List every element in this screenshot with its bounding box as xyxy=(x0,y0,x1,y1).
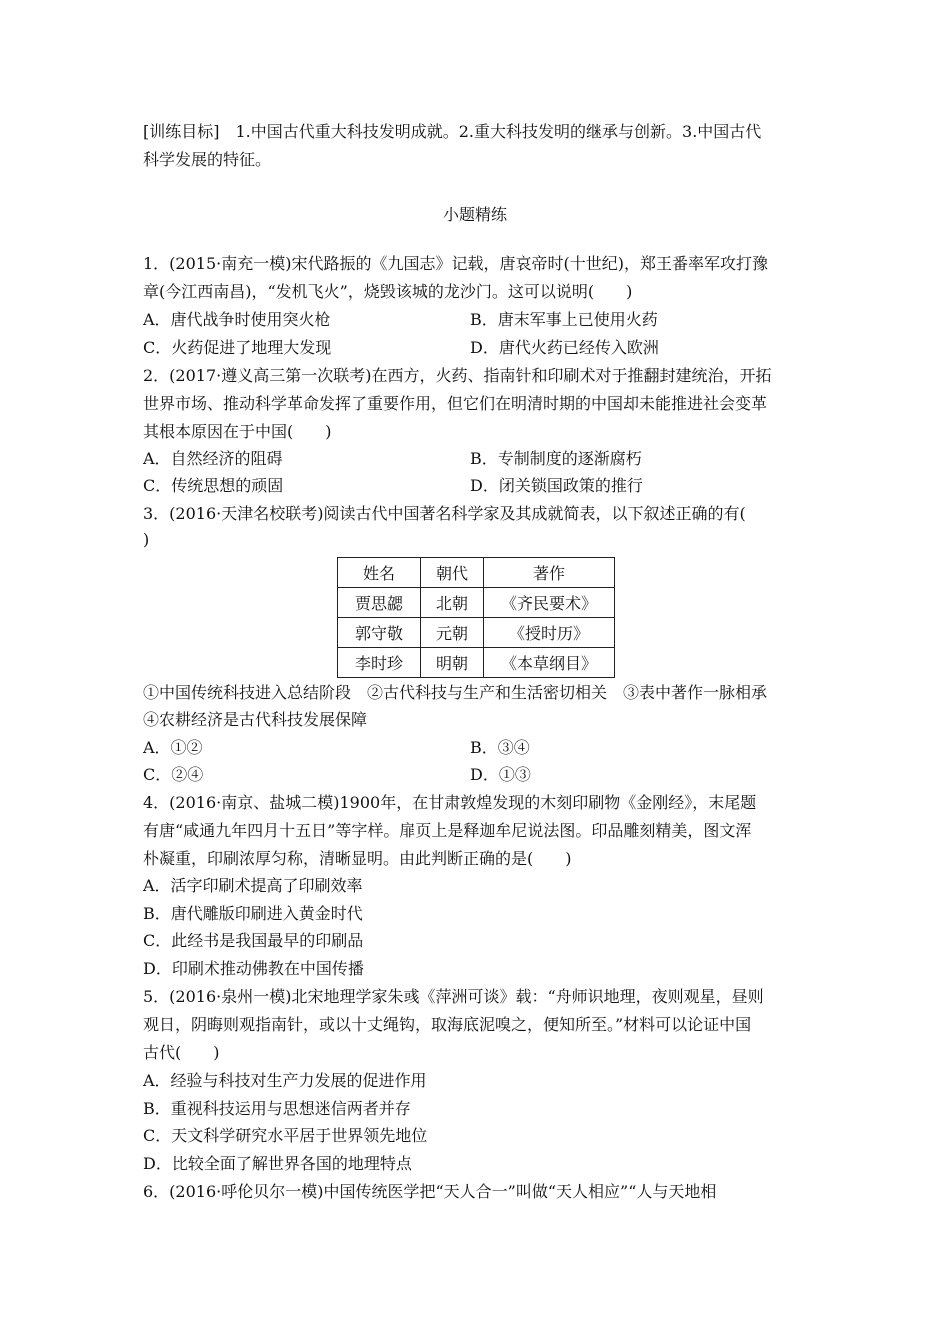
training-goals-line1: [训练目标] 1.中国古代重大科技发明成就。2.重大科技发明的继承与创新。3.中国古代 xyxy=(143,122,762,141)
q4-option-c: C．此经书是我国最早的印刷品 xyxy=(143,931,364,950)
q2-option-d: D．闭关锁国政策的推行 xyxy=(470,476,643,495)
q1-option-b: B．唐末军事上已使用火药 xyxy=(470,310,658,329)
q5-stem-line3: 古代( ) xyxy=(143,1043,220,1062)
q5-option-d: D．比较全面了解世界各国的地理特点 xyxy=(143,1154,412,1173)
q3-stem-line1: 3．(2016·天津名校联考)阅读古代中国著名科学家及其成就简表，以下叙述正确的有( xyxy=(143,504,746,523)
table-cell: 贾思勰 xyxy=(338,588,421,618)
table-row xyxy=(338,588,615,618)
q2-stem-line1: 2．(2017·遵义高三第一次联考)在西方，火药、指南针和印刷术对于推翻封建统治，开拓 xyxy=(143,366,772,385)
q1-option-c: C．火药促进了地理大发现 xyxy=(143,338,332,357)
table-header-name: 姓名 xyxy=(338,558,421,588)
q4-option-d: D．印刷术推动佛教在中国传播 xyxy=(143,959,364,978)
q5-option-c: C．天文科学研究水平居于世界领先地位 xyxy=(143,1126,428,1145)
q6-stem-line1: 6．(2016·呼伦贝尔一模)中国传统医学把“天人合一”叫做“天人相应”“人与天地相 xyxy=(143,1182,717,1201)
q3-option-d: D．①③ xyxy=(470,765,531,784)
table-row xyxy=(338,618,615,648)
table-header-dynasty: 朝代 xyxy=(421,558,484,588)
training-goals-line2: 科学发展的特征。 xyxy=(143,150,272,169)
q1-option-a: A．唐代战争时使用突火枪 xyxy=(143,310,331,329)
q3-option-a: A．①② xyxy=(143,738,203,757)
table-cell: 元朝 xyxy=(421,618,484,648)
q4-stem-line2: 有唐“咸通九年四月十五日”等字样。扉页上是释迦牟尼说法图。印品雕刻精美，图文浑 xyxy=(143,821,752,840)
table-cell: 北朝 xyxy=(421,588,484,618)
q2-option-c: C．传统思想的顽固 xyxy=(143,476,284,495)
q3-statements-line2: ④农耕经济是古代科技发展保障 xyxy=(143,710,368,729)
q4-option-b: B．唐代雕版印刷进入黄金时代 xyxy=(143,904,363,923)
q5-stem-line1: 5．(2016·泉州一模)北宋地理学家朱彧《萍洲可谈》载：“舟师识地理，夜则观星，昼则 xyxy=(143,987,764,1006)
q1-stem-line2: 章(今江西南昌)，“发机飞火”，烧毁该城的龙沙门。这可以说明( ) xyxy=(143,282,633,301)
q2-stem-line3: 其根本原因在于中国( ) xyxy=(143,422,332,441)
table-cell: 《齐民要术》 xyxy=(484,588,615,618)
table-cell: 郭守敬 xyxy=(338,618,421,648)
q3-option-b: B．③④ xyxy=(470,738,530,757)
q3-stem-line2: ) xyxy=(143,530,150,549)
q4-option-a: A．活字印刷术提高了印刷效率 xyxy=(143,876,363,895)
q4-stem-line1: 4．(2016·南京、盐城二模)1900年，在甘肃敦煌发现的木刻印刷物《金刚经》，末尾题 xyxy=(143,793,757,812)
q2-stem-line2: 世界市场、推动科学革命发挥了重要作用，但它们在明清时期的中国却未能推进社会变革 xyxy=(143,394,768,413)
q3-option-c: C．②④ xyxy=(143,765,204,784)
table-header-work: 著作 xyxy=(484,558,615,588)
section-title: 小题精练 xyxy=(442,205,507,224)
q2-option-a: A．自然经济的阻碍 xyxy=(143,449,283,468)
table-cell: 《本草纲目》 xyxy=(484,648,615,678)
q2-option-b: B．专制制度的逐渐腐朽 xyxy=(470,449,642,468)
table-cell: 明朝 xyxy=(421,648,484,678)
table-header-row xyxy=(338,558,615,588)
table-cell: 李时珍 xyxy=(338,648,421,678)
table-cell: 《授时历》 xyxy=(484,618,615,648)
q5-option-a: A．经验与科技对生产力发展的促进作用 xyxy=(143,1071,427,1090)
scientist-table xyxy=(337,557,615,678)
q1-option-d: D．唐代火药已经传入欧洲 xyxy=(470,338,659,357)
q5-stem-line2: 观日，阴晦则观指南针，或以十丈绳钩，取海底泥嗅之，便知所至。”材料可以论证中国 xyxy=(143,1015,752,1034)
q4-stem-line3: 朴凝重，印刷浓厚匀称，清晰显明。由此判断正确的是( ) xyxy=(143,849,572,868)
q5-option-b: B．重视科技运用与思想迷信两者并存 xyxy=(143,1099,411,1118)
q1-stem-line1: 1．(2015·南充一模)宋代路振的《九国志》记载，唐哀帝时(十世纪)，郑王番率军攻打豫 xyxy=(143,254,768,273)
table-row xyxy=(338,648,615,678)
q3-statements-line1: ①中国传统科技进入总结阶段 ②古代科技与生产和生活密切相关 ③表中著作一脉相承 xyxy=(143,683,768,702)
